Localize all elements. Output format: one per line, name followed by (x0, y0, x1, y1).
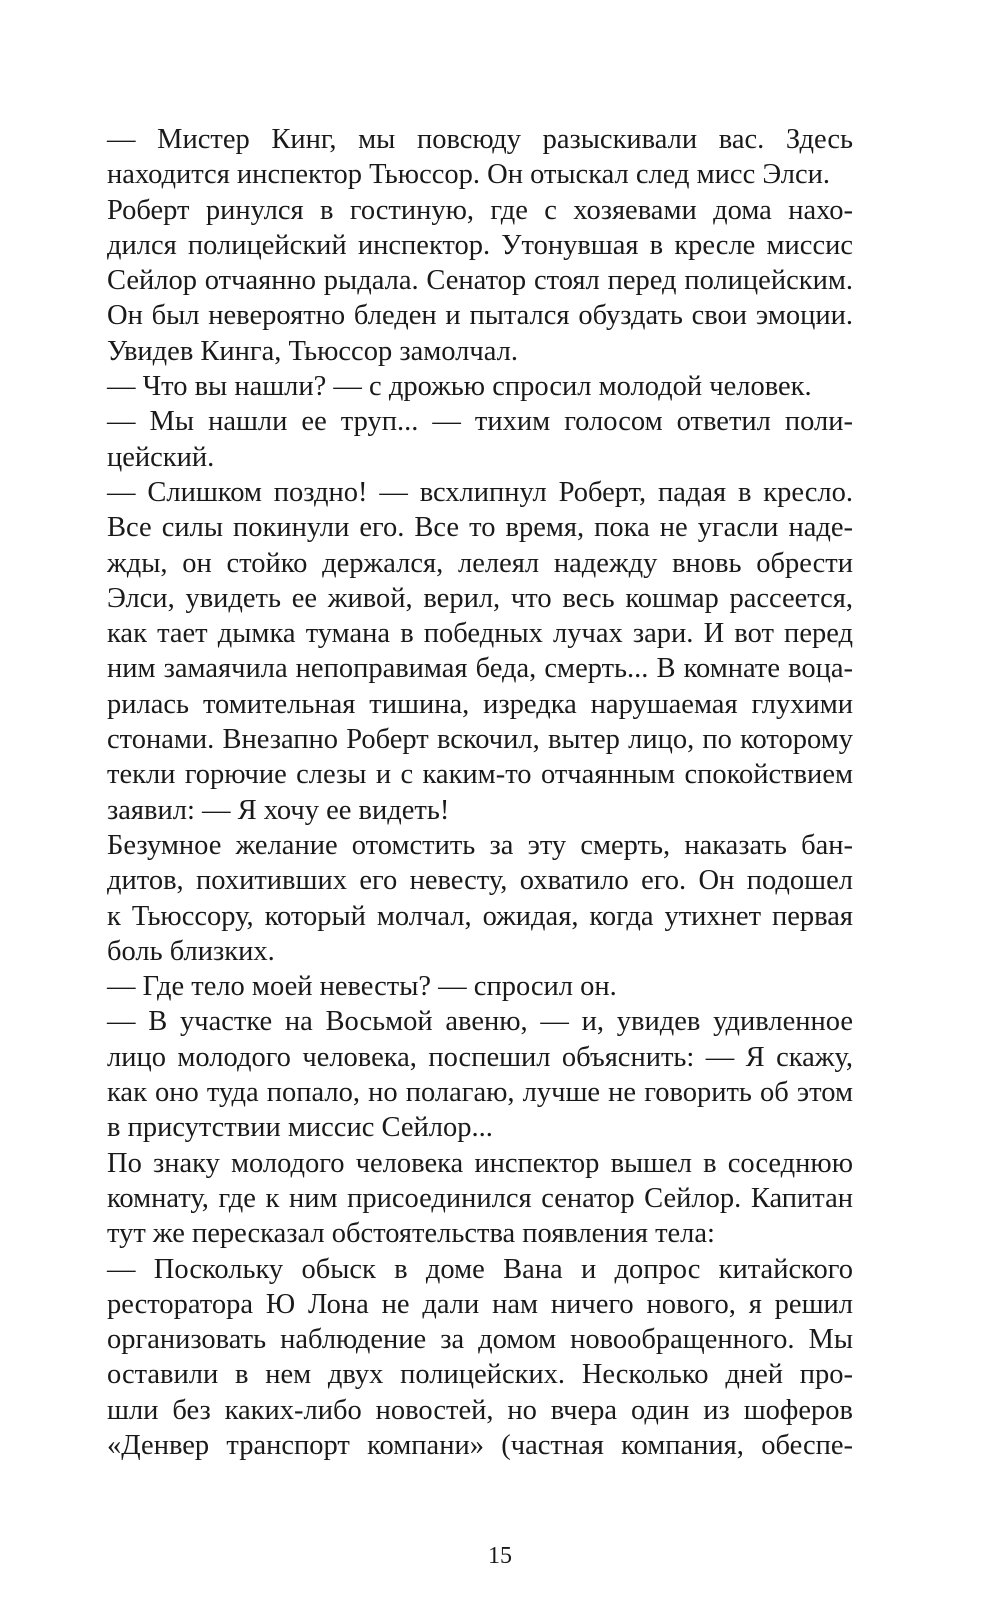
text-line: Он был невероятно бледен и пытался обуздать свои эмоции. (107, 300, 853, 332)
text-line: лицо молодого человека, поспешил объяснить: — Я скажу, (107, 1041, 853, 1073)
paragraph (67, 969, 853, 1004)
text-line: — Слишком поздно! — всхлипнул Роберт, падая в кресло. (107, 476, 853, 508)
text-line: как тает дымка тумана в победных лучах зари. И вот перед (107, 618, 853, 650)
text-line: текли горючие слезы и с каким-то отчаянным спокойствием (107, 759, 853, 791)
text-line: в присутствии миссис Сейлор... (107, 1112, 493, 1144)
text-line: — В участке на Восьмой авеню, — и, увидев удивленное (107, 1006, 853, 1038)
text-line: Сейлор отчаянно рыдала. Сенатор стоял перед полицейским. (107, 265, 853, 297)
text-line: находится инспектор Тьюссор. Он отыскал след мисс Элси. (107, 159, 831, 191)
text-line: тут же пересказал обстоятельства появления тела: (107, 1218, 715, 1250)
paragraph (67, 404, 853, 475)
text-line: комнату, где к ним присоединился сенатор Сейлор. Капитан (107, 1182, 853, 1214)
text-line: ним замаячила непоправимая беда, смерть... В комнате воца- (107, 653, 853, 685)
text-line: Все силы покинули его. Все то время, пока не угасли наде- (107, 512, 853, 544)
page-number: 15 (488, 1543, 512, 1569)
page-text (67, 122, 853, 1463)
text-line: как оно туда попало, но полагаю, лучше не говорить об этом (107, 1077, 853, 1109)
text-line: цейский. (107, 441, 215, 473)
paragraph (67, 193, 853, 369)
text-line: — Мистер Кинг, мы повсюду разыскивали вас. Здесь (107, 124, 853, 155)
text-line: Увидев Кинга, Тьюссор замолчал. (107, 335, 518, 367)
paragraph (67, 1252, 853, 1464)
paragraph (67, 475, 853, 828)
text-line: дитов, похитивших его невесту, охватило его. Он подошел (107, 865, 853, 897)
paragraph (67, 828, 853, 969)
text-line: — Поскольку обыск в доме Вана и допрос китайского (107, 1253, 853, 1285)
text-line: организовать наблюдение за домом новообращенного. Мы (107, 1324, 853, 1356)
paragraph (67, 1004, 853, 1145)
text-line: боль близких. (107, 935, 275, 967)
text-line: По знаку молодого человека инспектор вышел в соседнюю (107, 1147, 853, 1179)
paragraph (67, 369, 853, 404)
text-line: — Где тело моей невесты? — спросил он. (107, 971, 617, 1003)
text-line: шли без каких-либо новостей, но вчера один из шоферов (107, 1394, 853, 1426)
text-line: Роберт ринулся в гостиную, где с хозяевами дома нахо- (107, 194, 853, 226)
text-line: — Мы нашли ее труп... — тихим голосом ответил поли- (107, 406, 853, 438)
text-line: — Что вы нашли? — с дрожью спросил молодой человек. (107, 371, 812, 403)
text-line: к Тьюссору, который молчал, ожидая, когда утихнет первая (107, 900, 853, 932)
text-line: «Денвер транспорт компани» (частная компания, обеспе- (107, 1429, 853, 1461)
text-line: стонами. Внезапно Роберт вскочил, вытер лицо, по которому (107, 724, 853, 756)
text-line: рилась томительная тишина, изредка нарушаемая глухими (107, 688, 853, 720)
text-line: заявил: — Я хочу ее видеть! (107, 794, 450, 826)
text-line: Безумное желание отомстить за эту смерть, наказать бан- (107, 829, 853, 861)
text-line: жды, он стойко держался, лелеял надежду вновь обрести (107, 547, 853, 579)
paragraph (67, 1146, 853, 1252)
text-line: Элси, увидеть ее живой, верил, что весь кошмар рассеется, (107, 582, 853, 614)
text-line: ресторатора Ю Лона не дали нам ничего нового, я решил (107, 1288, 853, 1320)
text-line: дился полицейский инспектор. Утонувшая в кресле миссис (107, 229, 853, 261)
text-line: оставили в нем двух полицейских. Несколько дней про- (107, 1359, 853, 1391)
paragraph (67, 122, 853, 193)
